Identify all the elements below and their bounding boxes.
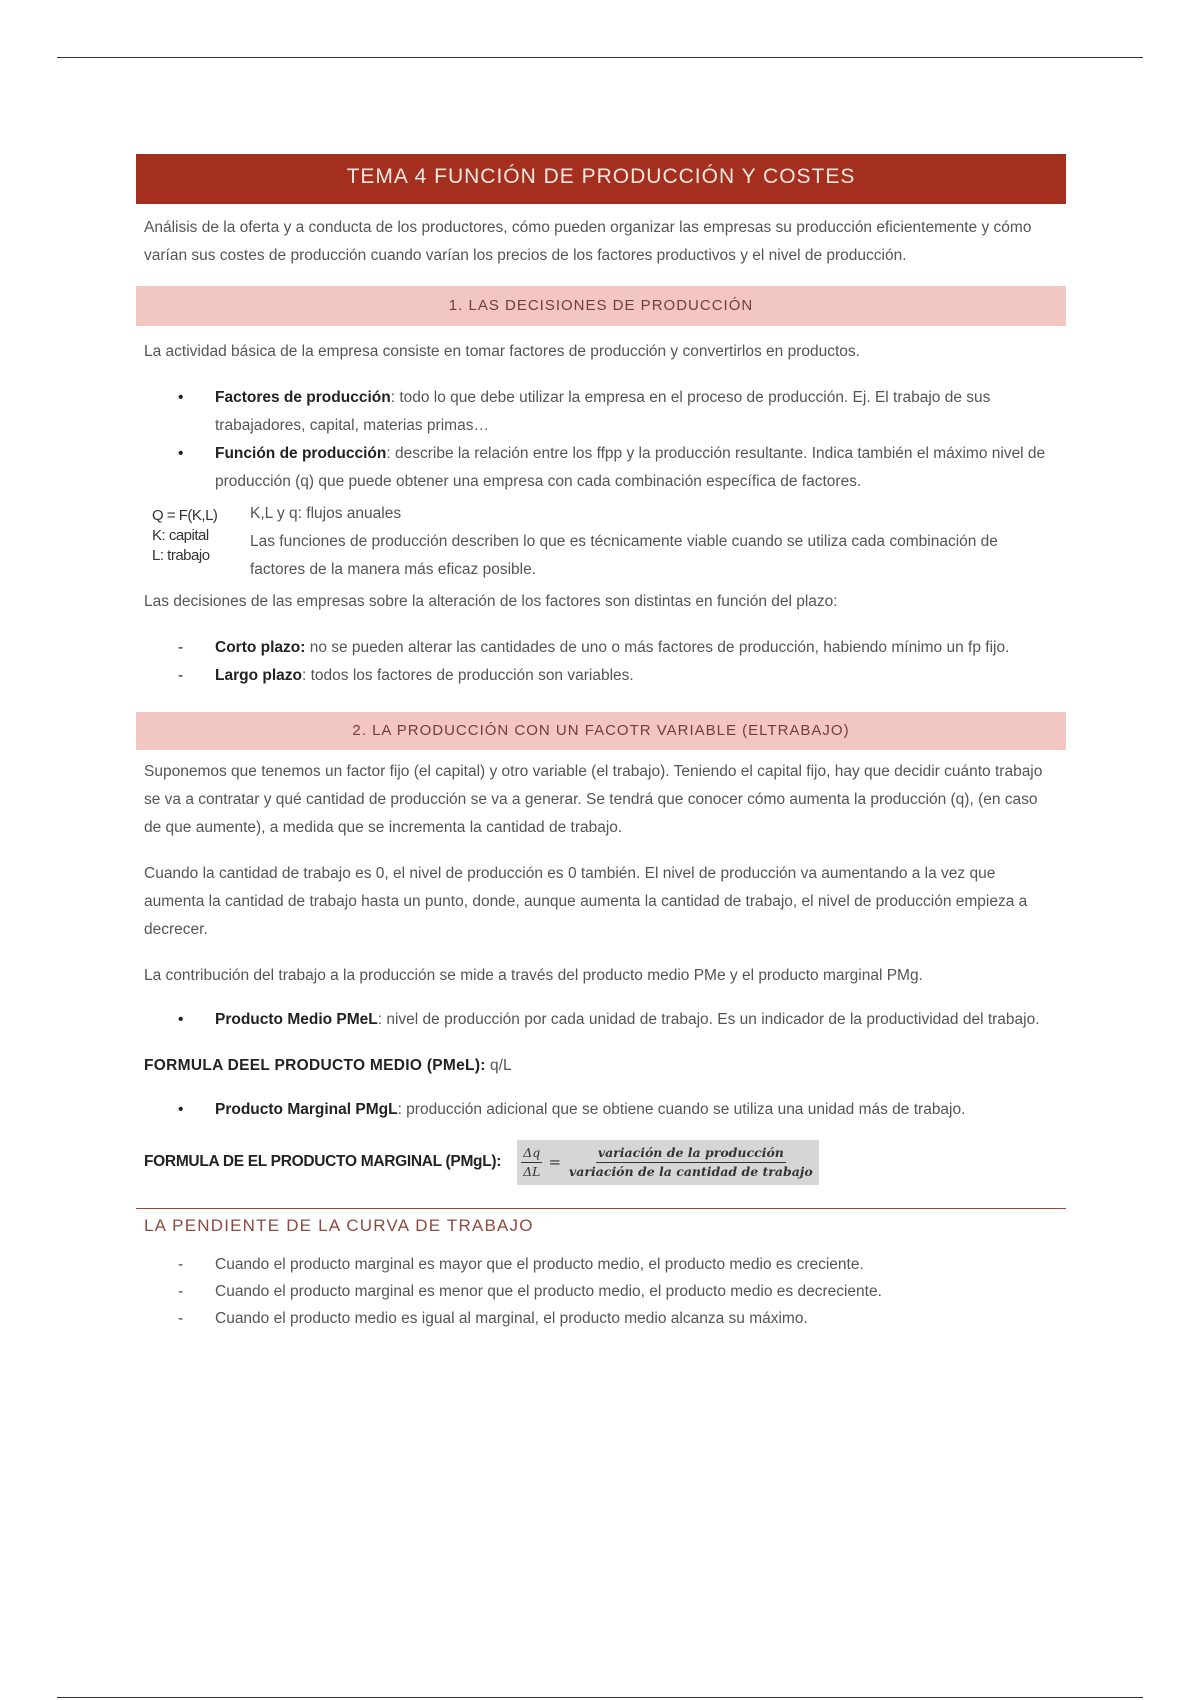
document-title: TEMA 4 FUNCIÓN DE PRODUCCIÓN Y COSTES (136, 154, 1066, 204)
section-1-lead: La actividad básica de la empresa consiste en tomar factores de producción y convertirlos en productos. (144, 343, 860, 360)
list-item (136, 384, 1066, 440)
term-corto-plazo-text: no se pueden alterar las cantidades de uno o más factores de producción, habiendo mínimo un fp fijo. (305, 639, 1010, 656)
bullet-mark: • (178, 1011, 184, 1028)
formula-l: L: trabajo (152, 547, 210, 564)
bullet-mark: • (178, 389, 184, 406)
pme-formula-line (144, 1052, 1058, 1080)
viability-note: Las funciones de producción describen lo que es técnicamente viable cuando se utiliza cada combinación de factores de la manera más eficaz posible. (250, 533, 998, 578)
list-item (136, 440, 1066, 496)
dash-mark: - (178, 639, 184, 656)
pmg-formula (517, 1140, 819, 1185)
section-2-paragraph-3: La contribución del trabajo a la producción se mide a través del producto medio PMe y el producto marginal PMg. (144, 967, 923, 984)
term-pme: Producto Medio PMeL (215, 1011, 378, 1028)
term-factores: Factores de producción (215, 389, 391, 406)
intro-paragraph: Análisis de la oferta y a conducta de los productores, cómo pueden organizar las empresas su producción eficientemente y cómo varían sus costes de producción cuando varían los precios de los factores productivos y el nivel de producción. (144, 219, 1032, 264)
fraction-denominator: variación de la cantidad de trabajo (569, 1163, 813, 1179)
term-funcion-text: : describe la relación entre los ffpp y la producción resultante. Indica también el máximo nivel de producción (q) que puede obtener una empresa con cada combinación específica de factores. (215, 445, 1046, 490)
decisions-paragraph: Las decisiones de las empresas sobre la alteración de los factores son distintas en función del plazo: (144, 593, 838, 610)
dash-mark: - (178, 1256, 184, 1273)
slope-item-3: Cuando el producto medio es igual al marginal, el producto medio alcanza su máximo. (215, 1310, 808, 1327)
formula-q: Q = F(K,L) (152, 507, 218, 524)
term-dash-list (136, 634, 1066, 690)
term-factores-text: : todo lo que debe utilizar la empresa en el proceso de producción. Ej. El trabajo de sus trabajadores, capital, materias primas… (215, 389, 991, 434)
term-pmg-text: : producción adicional que se obtiene cuando se utiliza una unidad más de trabajo. (397, 1101, 966, 1118)
term-largo-plazo: Largo plazo (215, 667, 302, 684)
pme-list (136, 1006, 1066, 1034)
flow-note: K,L y q: flujos anuales (250, 505, 402, 522)
delta-q: Δq (521, 1144, 542, 1163)
pmg-formula-line (144, 1138, 1058, 1186)
dash-mark: - (178, 667, 184, 684)
production-function-block (136, 500, 1066, 578)
fraction-numerator: variación de la producción (596, 1144, 786, 1163)
list-item (136, 1006, 1066, 1034)
top-rule (57, 57, 1143, 58)
list-item (136, 1278, 1066, 1305)
list-item (136, 1305, 1066, 1332)
production-function-notes (250, 500, 1040, 584)
term-pme-text: : nivel de producción por cada unidad de trabajo. Es un indicador de la productividad del trabajo. (377, 1011, 1040, 1028)
slope-list (136, 1251, 1066, 1332)
formula-k: K: capital (152, 527, 209, 544)
pme-formula: q/L (485, 1057, 512, 1074)
pme-formula-label: FORMULA DEEL PRODUCTO MEDIO (PMeL): (144, 1057, 486, 1074)
slope-heading: LA PENDIENTE DE LA CURVA DE TRABAJO (136, 1208, 1066, 1245)
term-corto-plazo: Corto plazo: (215, 639, 306, 656)
term-funcion: Función de producción (215, 445, 387, 462)
delta-l: ΔL (523, 1163, 541, 1179)
section-1-heading: 1. LAS DECISIONES DE PRODUCCIÓN (136, 286, 1066, 326)
term-largo-plazo-text: : todos los factores de producción son variables. (301, 667, 634, 684)
section-2-paragraph-1: Suponemos que tenemos un factor fijo (el capital) y otro variable (el trabajo). Teniendo el capital fijo, hay que decidir cuánto trabajo se va a contratar y qué cantidad de producción se va a generar. Se tendrá que conocer cómo aumenta la producción (q), (en caso de que aumente), a medida que se incrementa la cantidad de trabajo. (144, 763, 1043, 836)
list-item (136, 1096, 1066, 1124)
dash-mark: - (178, 1283, 184, 1300)
text-fraction (567, 1144, 815, 1181)
pmg-list (136, 1096, 1066, 1124)
bottom-rule (57, 1697, 1143, 1698)
delta-fraction (521, 1144, 542, 1181)
bullet-mark: • (178, 1101, 184, 1118)
section-2-paragraph-2: Cuando la cantidad de trabajo es 0, el nivel de producción es 0 también. El nivel de producción va aumentando a la vez que aumenta la cantidad de trabajo hasta un punto, donde, aunque aumenta la cantidad de trabajo, el nivel de producción empieza a decrecer. (144, 865, 1028, 938)
production-function-formula (152, 506, 217, 566)
section-1-bullets (136, 384, 1066, 496)
equals-sign: = (548, 1153, 562, 1171)
list-item (136, 634, 1066, 662)
pmg-formula-label: FORMULA DE EL PRODUCTO MARGINAL (PMgL): (144, 1153, 502, 1170)
dash-mark: - (178, 1310, 184, 1327)
bullet-mark: • (178, 445, 184, 462)
term-pmg: Producto Marginal PMgL (215, 1101, 398, 1118)
document-page (136, 154, 1066, 1332)
list-item (136, 662, 1066, 690)
slope-item-2: Cuando el producto marginal es menor que el producto medio, el producto medio es decreciente. (215, 1283, 882, 1300)
slope-item-1: Cuando el producto marginal es mayor que el producto medio, el producto medio es creciente. (215, 1256, 864, 1273)
list-item (136, 1251, 1066, 1278)
section-2-heading: 2. LA PRODUCCIÓN CON UN FACOTR VARIABLE (ELTRABAJO) (136, 712, 1066, 750)
